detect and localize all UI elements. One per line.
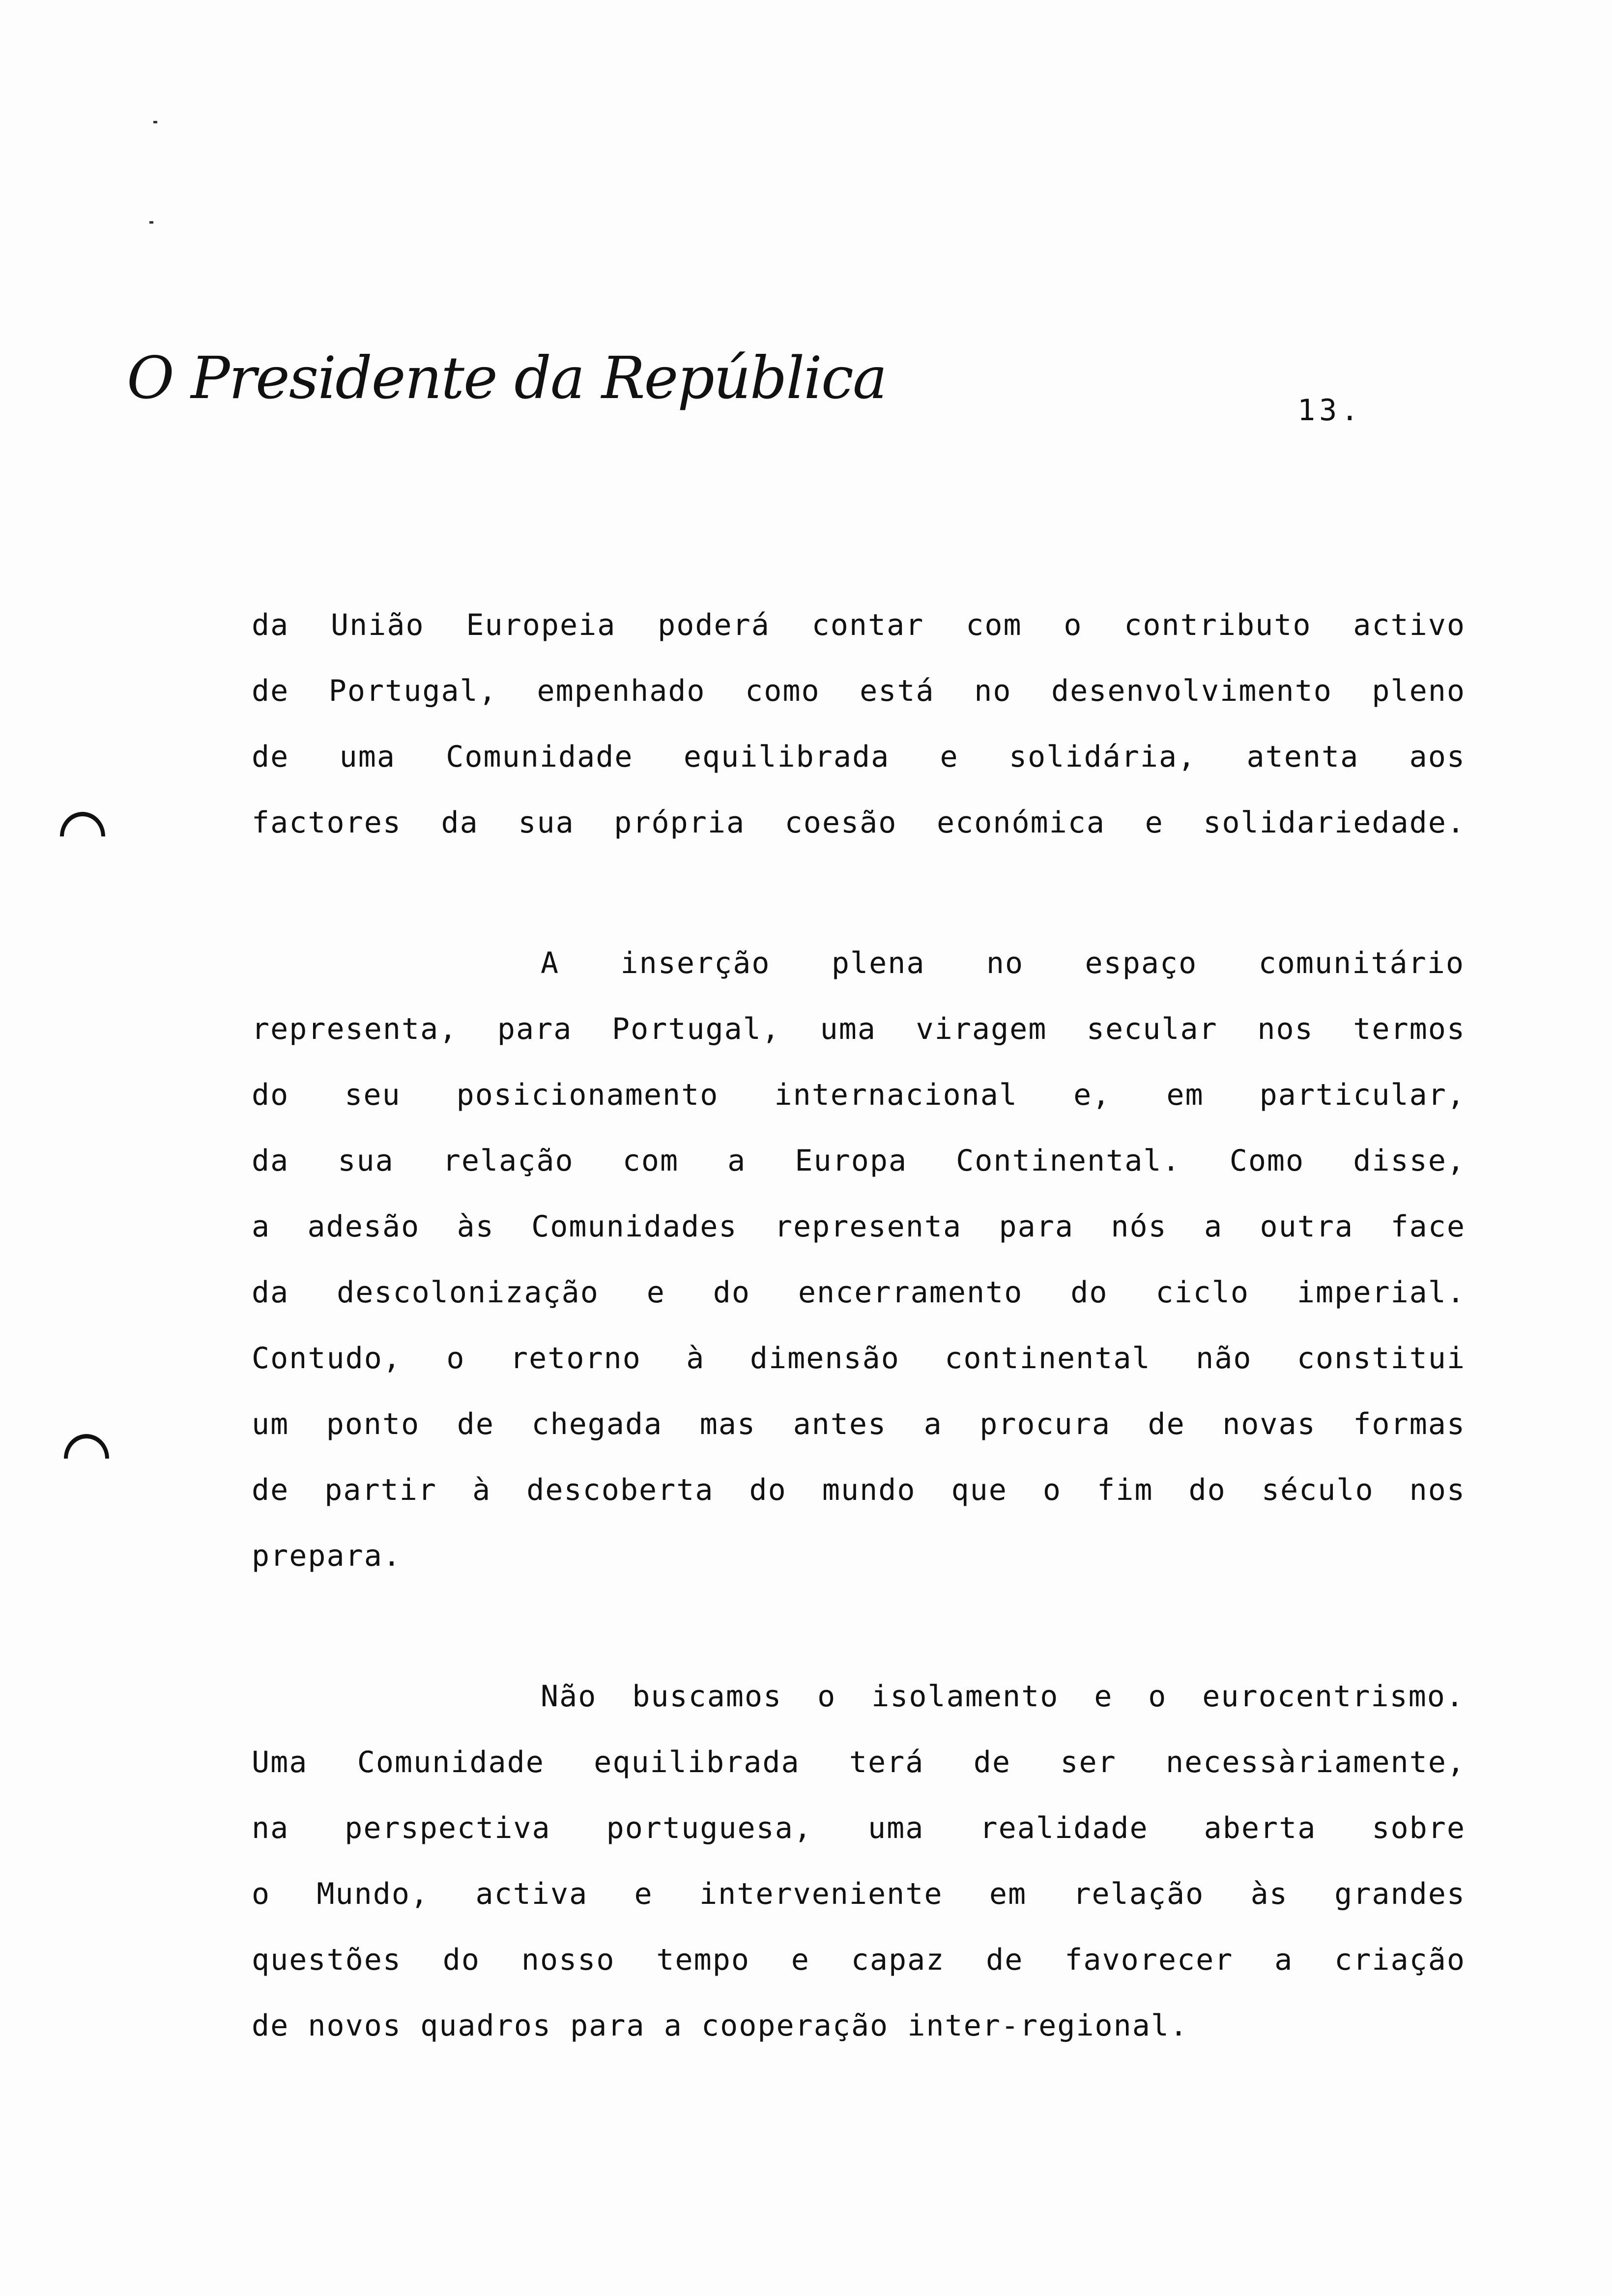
text-line: um ponto de chegada mas antes a procura de novas formas xyxy=(252,1407,1466,1441)
scan-mark xyxy=(149,221,153,224)
scan-mark xyxy=(153,121,157,123)
text-line: Não buscamos o isolamento e o eurocentrismo. xyxy=(541,1679,1465,1714)
page-number: 13. xyxy=(1297,393,1363,428)
text-line: Contudo, o retorno à dimensão continental não constitui xyxy=(252,1341,1466,1376)
punch-hole-mark xyxy=(64,1434,109,1459)
text-line: da sua relação com a Europa Continental. Como disse, xyxy=(252,1144,1466,1178)
text-line: de partir à descoberta do mundo que o fim do século nos xyxy=(252,1473,1466,1507)
text-line: prepara. xyxy=(252,1539,402,1573)
text-line: o Mundo, activa e interveniente em relação às grandes xyxy=(252,1877,1466,1911)
text-line: da União Europeia poderá contar com o contributo activo xyxy=(252,608,1466,642)
text-line: questões do nosso tempo e capaz de favorecer a criação xyxy=(252,1943,1466,1977)
text-line: Uma Comunidade equilibrada terá de ser necessàriamente, xyxy=(252,1745,1466,1779)
text-line: do seu posicionamento internacional e, em particular, xyxy=(252,1078,1466,1112)
text-line: da descolonização e do encerramento do ciclo imperial. xyxy=(252,1275,1466,1310)
text-line: representa, para Portugal, uma viragem secular nos termos xyxy=(252,1012,1466,1046)
punch-hole-mark xyxy=(60,812,105,836)
text-line: de novos quadros para a cooperação inter-regional. xyxy=(252,2009,1189,2043)
text-line: a adesão às Comunidades representa para nós a outra face xyxy=(252,1209,1466,1244)
letterhead: O Presidente da República xyxy=(127,344,887,412)
text-line: factores da sua própria coesão económica e solidariedade. xyxy=(252,805,1466,840)
text-line: A inserção plena no espaço comunitário xyxy=(541,946,1465,980)
text-line: de Portugal, empenhado como está no desenvolvimento pleno xyxy=(252,674,1466,708)
text-line: de uma Comunidade equilibrada e solidária, atenta aos xyxy=(252,740,1466,774)
text-line: na perspectiva portuguesa, uma realidade aberta sobre xyxy=(252,1811,1466,1845)
